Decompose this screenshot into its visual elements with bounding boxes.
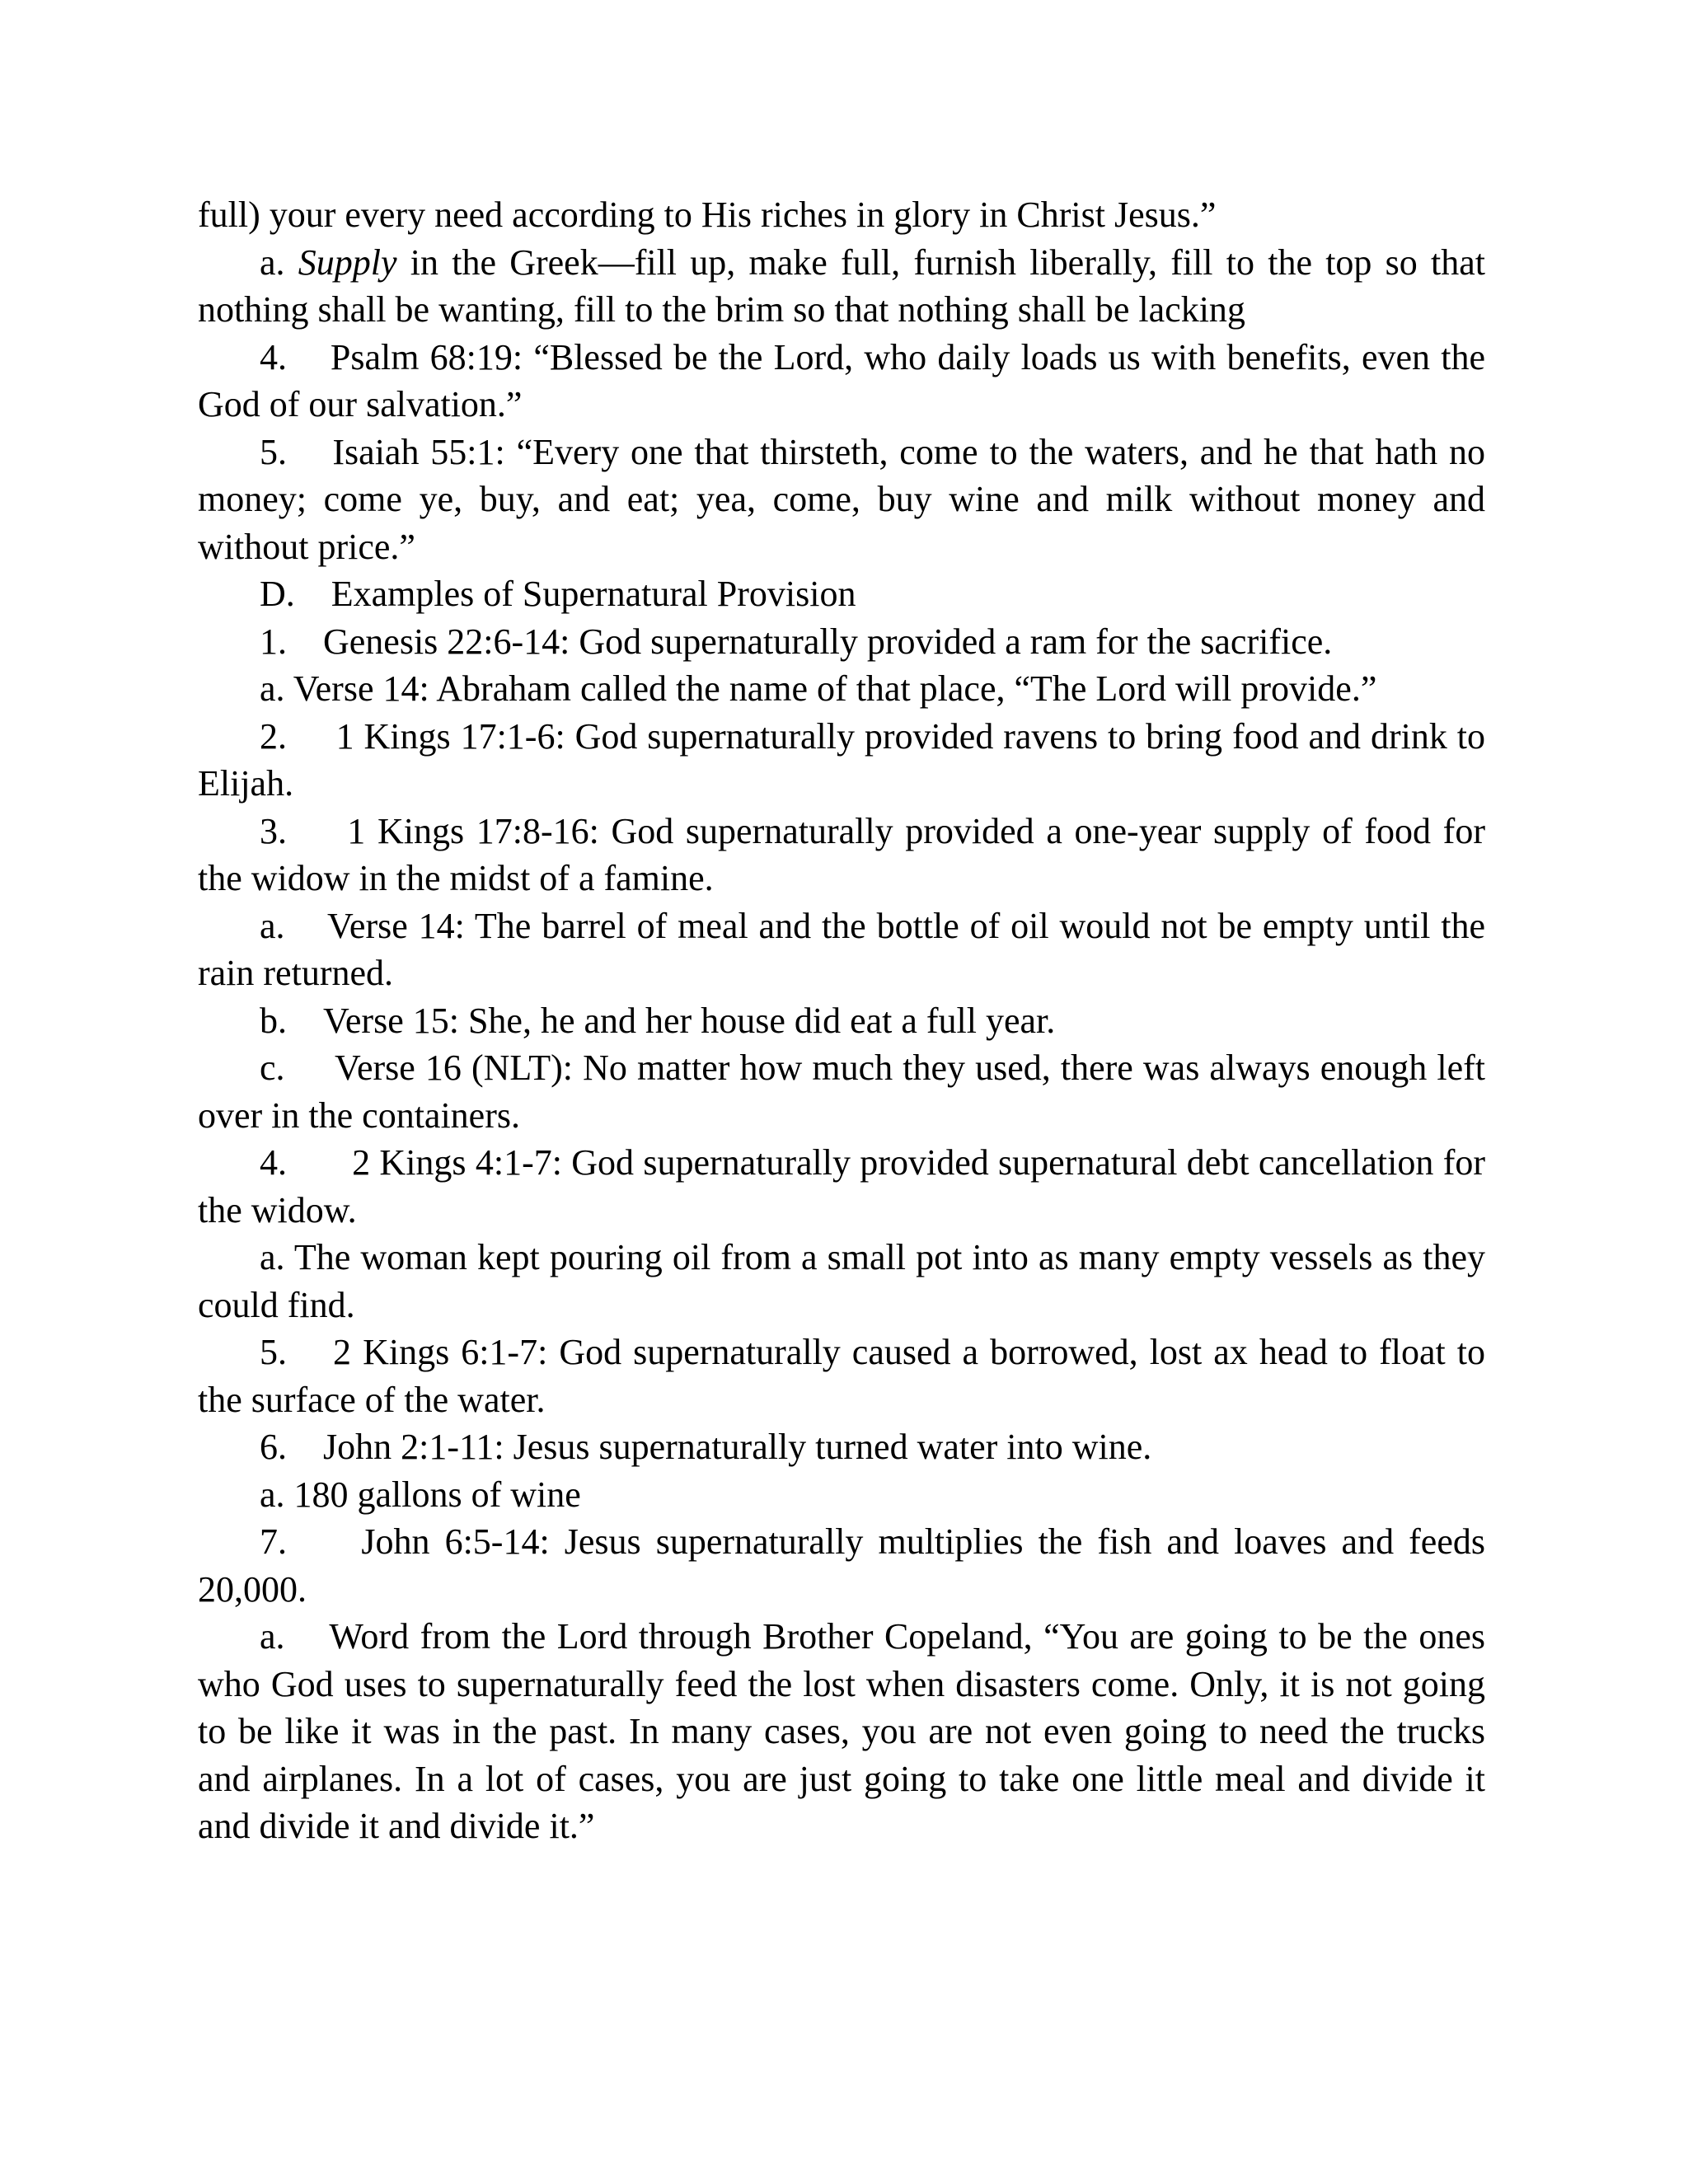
paragraph-verse-15: b. Verse 15: She, he and her house did eat a full year. xyxy=(260,1000,1056,1041)
paragraph-kings-widow: 3. 1 Kings 17:8-16: God supernaturally provided a one-year supply of food for the widow in the midst of a famine. xyxy=(198,810,1485,898)
paragraph-ax-head: 5. 2 Kings 6:1-7: God supernaturally caused a borrowed, lost ax head to float to the surface of the water. xyxy=(198,1332,1485,1420)
paragraph-psalm: 4. Psalm 68:19: “Blessed be the Lord, who daily loads us with benefits, even the God of our salvation.” xyxy=(198,336,1485,424)
paragraph-verse-14: a. Verse 14: The barrel of meal and the bottle of oil would not be empty until the rain returned. xyxy=(198,905,1485,993)
paragraph-fish-loaves: 7. John 6:5-14: Jesus supernaturally multiplies the fish and loaves and feeds 20,000. xyxy=(198,1521,1485,1610)
emphasized-term: Supply xyxy=(298,241,397,283)
paragraph-word-from-lord: a. Word from the Lord through Brother Copeland, “You are going to be the ones who God uses to supernaturally feed the lost when disasters come. Only, it is not going to be like it was in the past. In many cases, you are not even going to need the trucks and airplanes. In a lot of cases, you are just going to take one little meal and divide it and divide it and divide it.” xyxy=(198,1616,1485,1846)
paragraph-genesis-verse: a. Verse 14: Abraham called the name of that place, “The Lord will provide.” xyxy=(260,668,1377,709)
paragraph-kings-ravens: 2. 1 Kings 17:1-6: God supernaturally provided ravens to bring food and drink to Elijah. xyxy=(198,715,1485,804)
paragraph-isaiah: 5. Isaiah 55:1: “Every one that thirsteth, come to the waters, and he that hath no money; come ye, buy, and eat; yea, come, buy wine and milk without money and without price.” xyxy=(198,431,1485,567)
paragraph-water-wine: 6. John 2:1-11: Jesus supernaturally turned water into wine. xyxy=(260,1427,1152,1467)
paragraph-genesis: 1. Genesis 22:6-14: God supernaturally provided a ram for the sacrifice. xyxy=(260,621,1333,662)
paragraph-gallons: a. 180 gallons of wine xyxy=(260,1474,581,1515)
section-heading: D. Examples of Supernatural Provision xyxy=(260,574,856,614)
paragraph-kings-debt: 4. 2 Kings 4:1-7: God supernaturally provided supernatural debt cancellation for the widow. xyxy=(198,1142,1485,1230)
paragraph-text: in the Greek—fill up, make full, furnish liberally, fill to the top so that nothing shall be wanting, fill to the brim so that nothing shall be lacking xyxy=(198,241,1485,330)
list-marker: a. xyxy=(260,241,298,283)
paragraph-oil-vessels: a. The woman kept pouring oil from a small pot into as many empty vessels as they could find. xyxy=(198,1237,1485,1325)
paragraph-verse-16: c. Verse 16 (NLT): No matter how much they used, there was always enough left over in the containers. xyxy=(198,1047,1485,1136)
paragraph-supply-definition xyxy=(198,239,1485,334)
document-body xyxy=(198,191,1485,1850)
paragraph-continuation: full) your every need according to His riches in glory in Christ Jesus.” xyxy=(198,194,1217,235)
